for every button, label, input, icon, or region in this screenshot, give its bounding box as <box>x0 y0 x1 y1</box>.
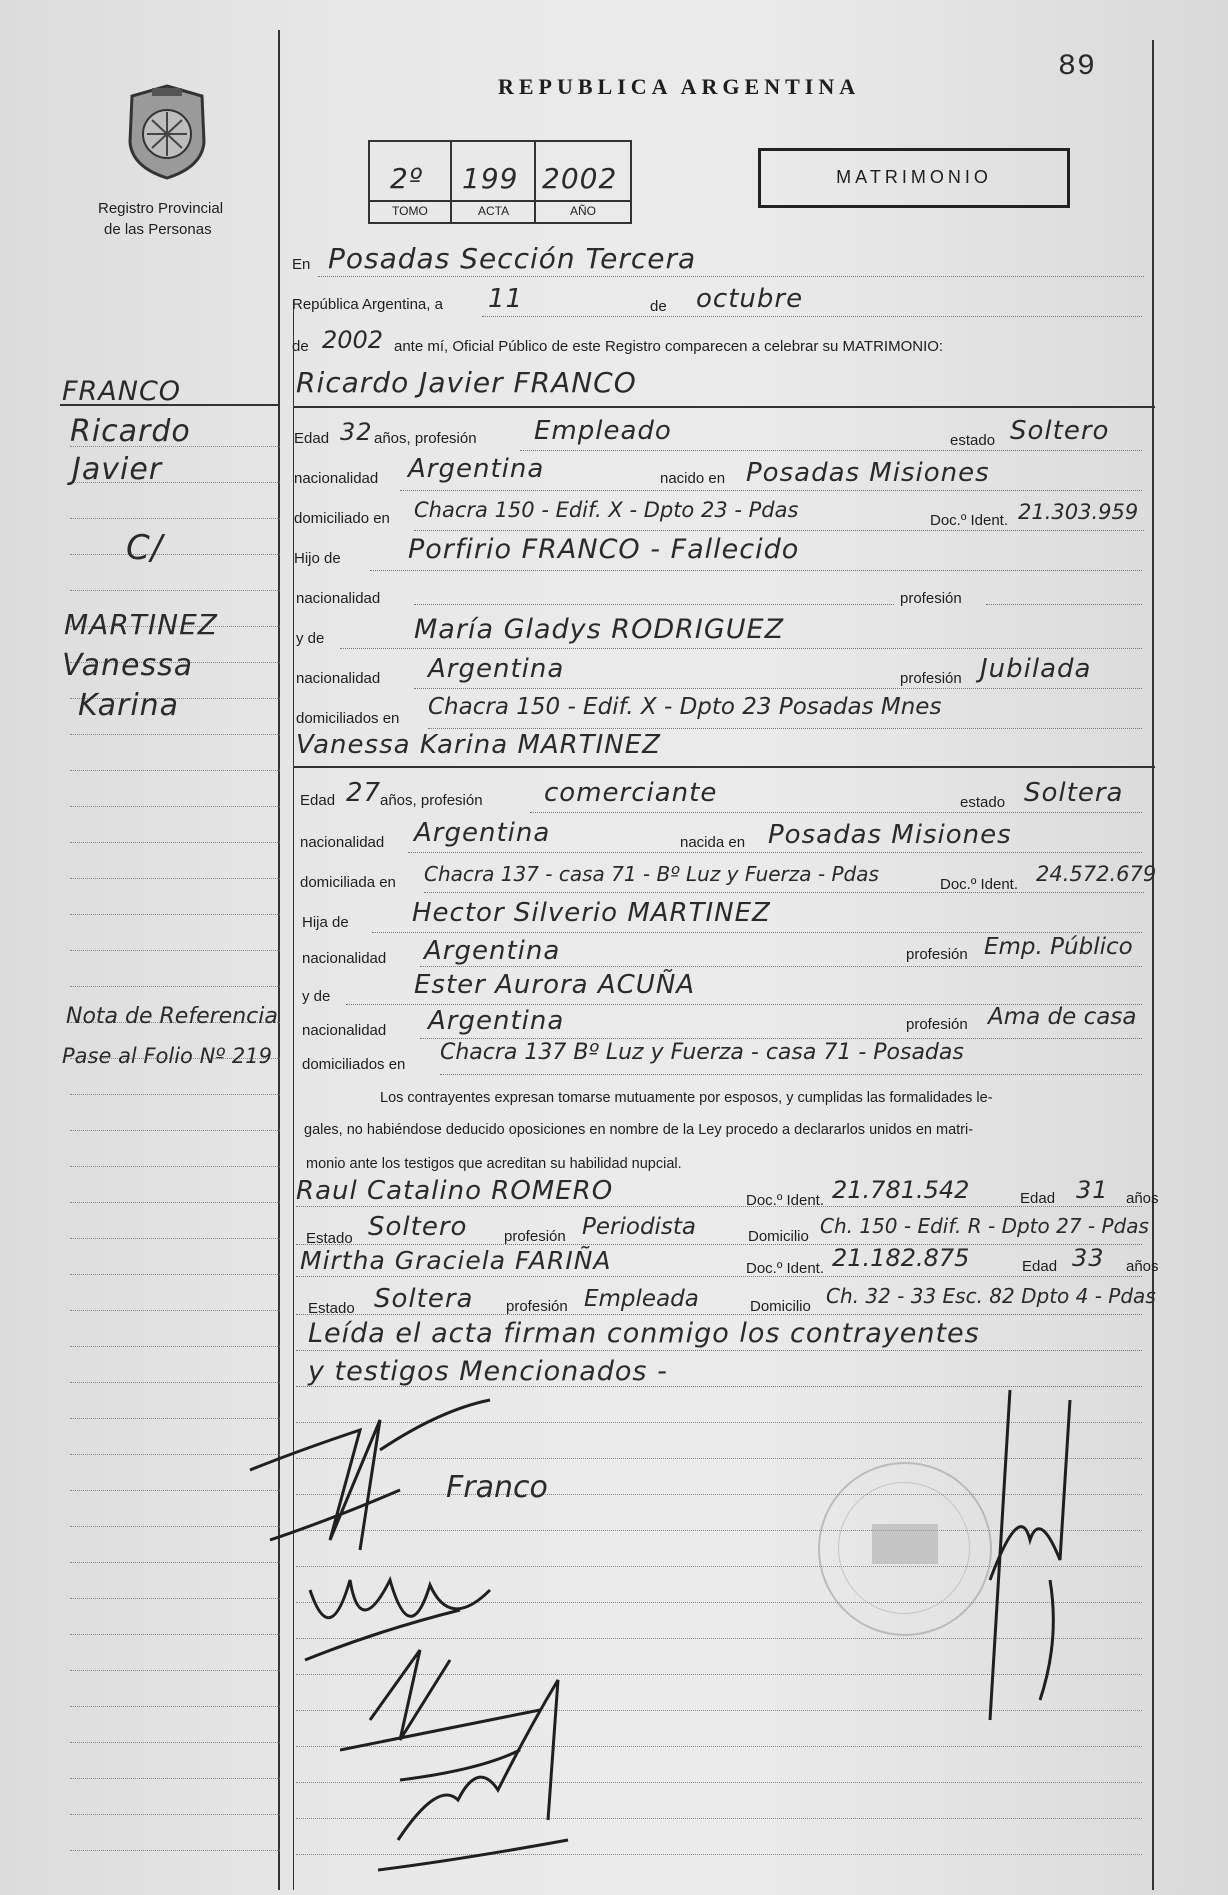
witness2-estado: Soltera <box>374 1284 474 1314</box>
bride-madre-nac: Argentina <box>428 1006 565 1036</box>
groom-domicilio: Chacra 150 - Edif. X - Dpto 23 - Pdas <box>414 498 799 522</box>
ruling-line <box>70 1130 280 1131</box>
groom-hijo-label: Hijo de <box>294 550 341 567</box>
groom-nacido-label: nacido en <box>660 470 726 487</box>
groom-domicilio-label: domiciliado en <box>294 510 390 527</box>
de-label: de <box>650 298 667 315</box>
ruling-line <box>70 734 280 735</box>
groom-madre-nac-label: nacionalidad <box>296 670 381 687</box>
margin-groom-surname: FRANCO <box>62 376 182 407</box>
declaration-line2: gales, no habiéndose deducido oposiciones en nombre de la Ley procedo a declararlos unidos en matri- <box>304 1122 974 1138</box>
margin-bride-name1: Vanessa <box>62 648 194 683</box>
ruling-line <box>70 1634 280 1635</box>
witness1-estado: Soltero <box>368 1212 468 1242</box>
witness1-anos-label: años <box>1126 1190 1159 1207</box>
witness2-estado-label: Estado <box>308 1300 355 1317</box>
republica-label: República Argentina, a <box>292 296 443 313</box>
groom-madre-nac: Argentina <box>428 654 565 684</box>
groom-nacido: Posadas Misiones <box>746 458 990 488</box>
witness2-edad: 33 <box>1072 1244 1105 1272</box>
bride-padres-dom-label: domiciliados en <box>302 1056 406 1073</box>
bride-doc-label: Doc.º Ident. <box>940 876 1019 893</box>
closing-line1: Leída el acta firman conmigo los contrayentes <box>308 1318 980 1349</box>
bride-madre: Ester Aurora ACUÑA <box>414 970 696 1000</box>
groom-nacionalidad-label: nacionalidad <box>294 470 379 487</box>
witness1-estado-label: Estado <box>306 1230 353 1247</box>
registry-name-line1: Registro Provincial <box>98 200 224 217</box>
bride-madre-nac-label: nacionalidad <box>302 1022 387 1039</box>
witness2-name: Mirtha Graciela FARIÑA <box>300 1246 612 1275</box>
groom-signature-text: Franco <box>446 1470 548 1505</box>
witness2-domicilio: Ch. 32 - 33 Esc. 82 Dpto 4 - Pdas <box>826 1284 1156 1308</box>
witness1-profesion-label: profesión <box>504 1228 566 1245</box>
bride-full-name: Vanessa Karina MARTINEZ <box>296 730 661 760</box>
margin-bride-name2: Karina <box>78 688 180 723</box>
bride-estado-label: estado <box>960 794 1006 811</box>
document-type-box <box>758 148 1070 208</box>
ruling-line <box>70 1202 280 1203</box>
month: octubre <box>696 284 804 314</box>
bride-doc: 24.572.679 <box>1036 862 1157 886</box>
bride-nacida: Posadas Misiones <box>768 820 1012 850</box>
witness2-profesion: Empleada <box>584 1286 699 1312</box>
groom-padre-nac-label: nacionalidad <box>296 590 381 607</box>
bride-profesion: comerciante <box>544 778 718 808</box>
margin-bride-surname: MARTINEZ <box>64 608 218 641</box>
ruling-line <box>70 1706 280 1707</box>
ruling-line <box>70 554 280 555</box>
bride-domicilio-label: domiciliada en <box>300 874 396 891</box>
witness2-profesion-label: profesión <box>506 1298 568 1315</box>
ruling-line <box>70 1274 280 1275</box>
declaration-line1: Los contrayentes expresan tomarse mutuamente por esposos, y cumplidas las formalidades le- <box>380 1090 993 1106</box>
ruling-line <box>70 1310 280 1311</box>
witness1-edad: 31 <box>1076 1176 1109 1204</box>
ante-text: ante mí, Oficial Público de este Registro comparecen a celebrar su MATRIMONIO: <box>394 338 944 355</box>
bride-nacionalidad-label: nacionalidad <box>300 834 385 851</box>
ruling-line <box>70 842 280 843</box>
acta-label: ACTA <box>478 204 510 218</box>
witness2-doc: 21.182.875 <box>832 1244 970 1272</box>
bride-padre-prof: Emp. Público <box>984 934 1133 960</box>
ruling-line <box>70 806 280 807</box>
groom-padre: Porfirio FRANCO - Fallecido <box>408 534 800 565</box>
bride-nacionalidad: Argentina <box>414 818 551 848</box>
groom-doc-label: Doc.º Ident. <box>930 512 1009 529</box>
groom-profesion: Empleado <box>534 416 672 446</box>
groom-padres-dom-label: domiciliados en <box>296 710 400 727</box>
ruling-line <box>70 878 280 879</box>
page-number: 89 <box>1058 50 1097 84</box>
bride-padre-nac-label: nacionalidad <box>302 950 387 967</box>
groom-estado: Soltero <box>1010 416 1110 446</box>
witness1-doc: 21.781.542 <box>832 1176 970 1204</box>
witness2-anos-label: años <box>1126 1258 1159 1275</box>
ruling-line <box>70 518 280 519</box>
de2-label: de <box>292 338 309 355</box>
witness1-name: Raul Catalino ROMERO <box>296 1176 614 1206</box>
ruling-line <box>70 770 280 771</box>
groom-doc: 21.303.959 <box>1018 500 1139 524</box>
document-type: MATRIMONIO <box>836 167 992 187</box>
ruling-line <box>70 1382 280 1383</box>
witness2-domicilio-label: Domicilio <box>750 1298 811 1315</box>
ruling-line <box>70 1346 280 1347</box>
groom-madre-prof-label: profesión <box>900 670 962 687</box>
tomo-acta-anio-box <box>368 140 632 224</box>
ruling-line <box>70 1814 280 1815</box>
bride-padres-dom: Chacra 137 Bº Luz y Fuerza - casa 71 - Posadas <box>440 1040 964 1065</box>
ruling-line <box>70 1094 280 1095</box>
country-title: REPUBLICA ARGENTINA <box>498 74 861 99</box>
witness2-edad-label: Edad <box>1022 1258 1058 1275</box>
place: Posadas Sección Tercera <box>328 242 697 275</box>
margin-groom-name1: Ricardo <box>70 414 191 449</box>
ruling-line <box>70 1238 280 1239</box>
groom-nacionalidad: Argentina <box>408 454 545 484</box>
registry-seal-icon <box>122 82 212 182</box>
en-label: En <box>292 256 311 273</box>
declaration-line3: monio ante los testigos que acreditan su habilidad nupcial. <box>306 1156 682 1172</box>
margin-connector: C/ <box>126 528 164 568</box>
anio-label: AÑO <box>570 204 597 218</box>
witness2-doc-label: Doc.º Ident. <box>746 1260 825 1277</box>
anio-value: 2002 <box>542 162 618 195</box>
bride-domicilio: Chacra 137 - casa 71 - Bº Luz y Fuerza - Pdas <box>424 862 879 886</box>
groom-y-de-label: y de <box>296 630 325 647</box>
ruling-line <box>70 1166 280 1167</box>
margin-note-line1: Nota de Referencia <box>66 1004 278 1029</box>
ruling-line <box>70 1670 280 1671</box>
ruling-line <box>70 1598 280 1599</box>
closing-line2: y testigos Mencionados - <box>308 1356 668 1387</box>
groom-padre-prof-label: profesión <box>900 590 962 607</box>
bride-hija-label: Hija de <box>302 914 349 931</box>
inner-margin-line <box>293 300 294 1890</box>
bride-edad: 27 <box>346 778 382 808</box>
witness2-signature <box>378 1640 618 1880</box>
witness1-edad-label: Edad <box>1020 1190 1056 1207</box>
official-signature <box>950 1380 1090 1730</box>
groom-madre-prof: Jubilada <box>980 654 1092 684</box>
registry-name-line2: de las Personas <box>104 221 212 238</box>
bride-estado: Soltera <box>1024 778 1124 808</box>
margin-groom-name2: Javier <box>72 452 163 487</box>
witness1-doc-label: Doc.º Ident. <box>746 1192 825 1209</box>
witness1-profesion: Periodista <box>582 1214 697 1240</box>
bride-edad-label: Edad <box>300 792 336 809</box>
ruling-line <box>70 950 280 951</box>
tomo-label: TOMO <box>392 204 428 218</box>
bride-nacida-label: nacida en <box>680 834 746 851</box>
groom-madre: María Gladys RODRIGUEZ <box>414 614 785 645</box>
groom-profesion-label: años, profesión <box>374 430 477 447</box>
bride-profesion-label: años, profesión <box>380 792 483 809</box>
ruling-line <box>70 986 280 987</box>
witness1-domicilio: Ch. 150 - Edif. R - Dpto 27 - Pdas <box>820 1214 1149 1238</box>
ruling-line <box>70 1742 280 1743</box>
bride-y-de-label: y de <box>302 988 331 1005</box>
groom-estado-label: estado <box>950 432 996 449</box>
groom-padres-dom: Chacra 150 - Edif. X - Dpto 23 Posadas Mnes <box>428 694 942 720</box>
bride-madre-prof: Ama de casa <box>988 1004 1137 1030</box>
bride-madre-prof-label: profesión <box>906 1016 968 1033</box>
groom-edad: 32 <box>340 418 373 446</box>
year: 2002 <box>322 326 384 354</box>
bride-padre: Hector Silverio MARTINEZ <box>412 898 771 928</box>
day: 11 <box>488 284 524 314</box>
bride-padre-nac: Argentina <box>424 936 561 966</box>
margin-note-line2: Pase al Folio Nº 219 <box>62 1044 272 1068</box>
tomo-value: 2º <box>390 162 424 195</box>
bride-padre-prof-label: profesión <box>906 946 968 963</box>
ruling-line <box>70 1778 280 1779</box>
groom-full-name: Ricardo Javier FRANCO <box>296 366 637 399</box>
ruling-line <box>70 914 280 915</box>
ruling-line <box>70 1850 280 1851</box>
right-margin-line <box>1152 40 1154 1890</box>
groom-edad-label: Edad <box>294 430 330 447</box>
acta-value: 199 <box>462 162 519 195</box>
ruling-line <box>70 590 280 591</box>
witness1-domicilio-label: Domicilio <box>748 1228 809 1245</box>
